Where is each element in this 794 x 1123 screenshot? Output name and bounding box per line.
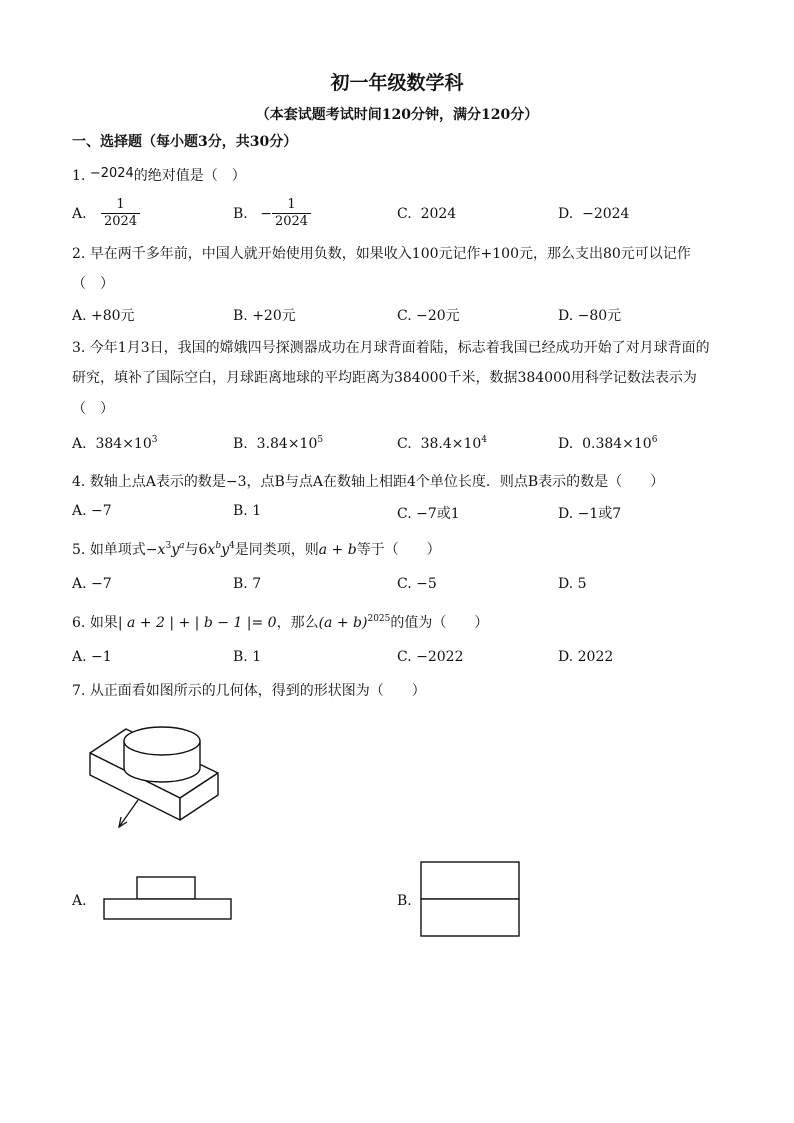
- q7-option-a-figure[interactable]: [103, 877, 233, 921]
- question-4: 4. 数轴上点A表示的数是−3，点B与点A在数轴上相距4个单位长度．则点B表示的数是（ ）: [72, 474, 665, 490]
- question-number: 1.: [72, 168, 86, 184]
- q1-fraction-b: $\frac{1}{2024}$: [272, 197, 311, 231]
- q5-option-b[interactable]: B. 7: [233, 576, 262, 592]
- q3-answer-bracket: （ ）: [72, 401, 114, 417]
- q5-option-c[interactable]: C. −5: [397, 576, 437, 592]
- q3-option-b[interactable]: B. $3.84\times 10^5$: [233, 435, 324, 452]
- q2-option-a[interactable]: A. +80元: [72, 308, 135, 324]
- question-3: 3. 今年1月3日，我国的嫦娥四号探测器成功在月球背面着陆，标志着我国已经成功开始了对月球背面的: [72, 340, 710, 356]
- q2-option-b[interactable]: B. +20元: [233, 308, 296, 324]
- q4-option-c[interactable]: C. −7或1: [397, 506, 460, 522]
- q1-option-b[interactable]: B. − $\frac{1}{2024}$: [233, 197, 311, 231]
- q3-option-d[interactable]: D. $0.384\times 10^6$: [558, 435, 658, 452]
- q2-option-c[interactable]: C. −20元: [397, 308, 460, 324]
- page-title: 初一年级数学科: [330, 72, 464, 94]
- q1-fraction-a: $\frac{1}{2024}$: [101, 197, 140, 231]
- question-7: 7. 从正面看如图所示的几何体，得到的形状图为（ ）: [72, 683, 426, 699]
- q1-lead-number: −2024: [89, 166, 134, 181]
- q4-option-b[interactable]: B. 1: [233, 503, 262, 519]
- q1-option-c[interactable]: C. 2024: [397, 206, 457, 222]
- question-5: 5. 如单项式$-x^3y^a$与$6x^by^4$是同类项，则a + b等于（ ）: [72, 541, 441, 558]
- q6-option-b[interactable]: B. 1: [233, 649, 262, 665]
- q1-text: 的绝对值是（ ）: [133, 168, 246, 184]
- q7-option-b-label[interactable]: B.: [397, 893, 412, 909]
- q2-text: 早在两千多年前，中国人就开始使用负数，如果收入100元记作+100元，那么支出80元可以记作: [89, 246, 691, 262]
- q4-option-d[interactable]: D. −1或7: [558, 506, 622, 522]
- q2-option-d[interactable]: D. −80元: [558, 308, 622, 324]
- q2-answer-bracket: （ ）: [72, 276, 114, 292]
- q6-option-c[interactable]: C. −2022: [397, 649, 464, 665]
- q6-option-a[interactable]: A. −1: [72, 649, 112, 665]
- q4-text: 数轴上点A表示的数是−3，点B与点A在数轴上相距4个单位长度．则点B表示的数是（ ）: [89, 474, 665, 490]
- q7-solid-figure: [80, 716, 230, 831]
- q3-option-a[interactable]: A. $384\times 10^3$: [72, 435, 158, 452]
- q6-option-d[interactable]: D. 2022: [558, 649, 614, 665]
- q5-option-d[interactable]: D. 5: [558, 576, 587, 592]
- q7-option-a-label[interactable]: A.: [72, 893, 87, 909]
- q5-option-a[interactable]: A. −7: [72, 576, 112, 592]
- exam-subtitle: （本套试题考试时间120分钟，满分120分）: [255, 107, 539, 123]
- section-heading: 一、选择题（每小题3分，共30分）: [72, 134, 298, 150]
- q7-option-b-figure[interactable]: [420, 861, 522, 939]
- q3-option-c[interactable]: C. $38.4\times 10^4$: [397, 435, 488, 452]
- q3-text-line-2: 研究，填补了国际空白，月球距离地球的平均距离为384000千米，数据384000用科学记数法表示为: [72, 370, 697, 386]
- q4-option-a[interactable]: A. −7: [72, 503, 112, 519]
- q7-text: 从正面看如图所示的几何体，得到的形状图为（ ）: [89, 683, 426, 699]
- question-1: [72, 165, 246, 185]
- question-2: 2. 早在两千多年前，中国人就开始使用负数，如果收入100元记作+100元，那么支出80元可以记作: [72, 246, 691, 262]
- question-6: 6. 如果| a + 2 | + | b − 1 |= 0，那么$(a + b)^{2025}$的值为（ ）: [72, 614, 489, 631]
- q1-option-a[interactable]: A. $\frac{1}{2024}$: [72, 197, 140, 231]
- q1-option-d[interactable]: D. −2024: [558, 206, 630, 222]
- q3-text-line-1: 今年1月3日，我国的嫦娥四号探测器成功在月球背面着陆，标志着我国已经成功开始了对月球背面的: [89, 340, 710, 356]
